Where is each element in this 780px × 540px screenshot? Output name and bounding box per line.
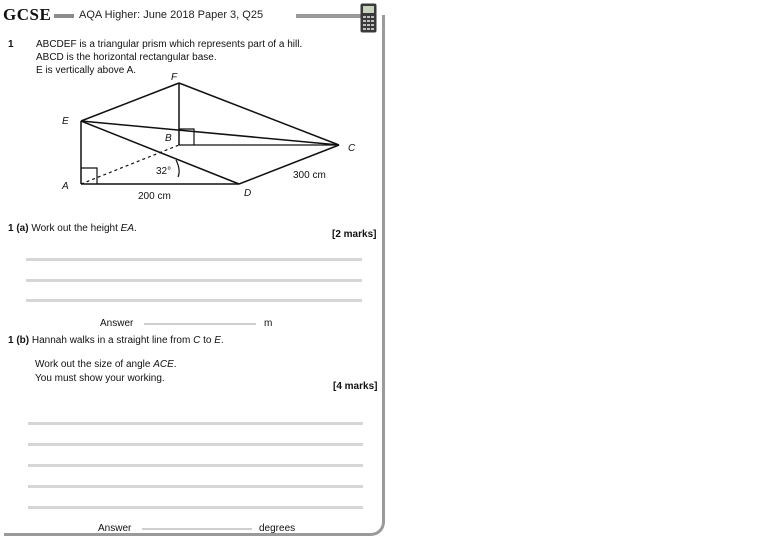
edge-ec <box>81 121 339 145</box>
working-line[interactable] <box>28 443 363 446</box>
part-b-answer-label: Answer <box>98 523 132 534</box>
part-a-var: EA <box>120 223 134 234</box>
label-a: A <box>62 181 69 192</box>
working-line[interactable] <box>28 422 363 425</box>
part-b-end: . <box>220 335 224 346</box>
part-b-answer-field[interactable] <box>142 528 252 530</box>
part-a-text: Work out the height <box>31 223 121 234</box>
label-e: E <box>62 116 69 127</box>
angle-arc <box>176 160 179 177</box>
part-b-line2-end: . <box>173 359 177 370</box>
length-dc: 300 cm <box>293 170 326 181</box>
working-line[interactable] <box>28 464 363 467</box>
part-b-working-note: You must show your working. <box>35 373 165 384</box>
label-f: F <box>171 72 178 83</box>
question-number: 1 <box>8 39 14 50</box>
right-angle-a <box>81 168 97 184</box>
label-c: C <box>348 143 356 154</box>
part-b-line2-text: Work out the size of angle <box>35 359 154 370</box>
part-b-question <box>8 334 224 347</box>
prism-diagram <box>0 0 390 210</box>
part-a-label: 1 (a) <box>8 223 29 234</box>
working-line[interactable] <box>28 485 363 488</box>
part-a-question <box>8 222 137 235</box>
working-line[interactable] <box>26 258 362 261</box>
part-b-text: Hannah walks in a straight line from <box>31 335 194 346</box>
part-b-var-e: E <box>214 335 221 346</box>
label-b: B <box>165 133 172 144</box>
part-b-label: 1 (b) <box>8 335 30 346</box>
part-a-answer-label: Answer <box>100 318 134 329</box>
part-b-to: to <box>203 335 212 346</box>
intro-line-1: ABCDEF is a triangular prism which represents part of a hill. <box>36 39 303 50</box>
working-line[interactable] <box>28 506 363 509</box>
part-a-end: . <box>134 223 137 234</box>
working-line[interactable] <box>26 279 362 282</box>
label-d: D <box>244 188 252 199</box>
part-b-marks: [4 marks] <box>333 381 378 392</box>
part-a-answer-field[interactable] <box>144 323 256 325</box>
part-b-unit: degrees <box>259 523 296 534</box>
angle-label: 32° <box>156 166 172 177</box>
edge-ef <box>81 83 179 121</box>
part-b-instruction <box>35 358 177 371</box>
length-ad: 200 cm <box>138 191 171 202</box>
part-a-unit: m <box>264 318 273 329</box>
intro-line-3: E is vertically above A. <box>36 65 137 76</box>
page-title: AQA Higher: June 2018 Paper 3, Q25 <box>79 9 264 21</box>
working-line[interactable] <box>26 299 362 302</box>
intro-line-2: ABCD is the horizontal rectangular base. <box>36 52 217 63</box>
part-b-line2-var: ACE <box>153 359 174 370</box>
part-a-marks: [2 marks] <box>332 229 377 240</box>
edge-fc <box>179 83 339 145</box>
part-b-var-c: C <box>193 335 201 346</box>
gcse-logo: GCSE <box>3 5 52 24</box>
